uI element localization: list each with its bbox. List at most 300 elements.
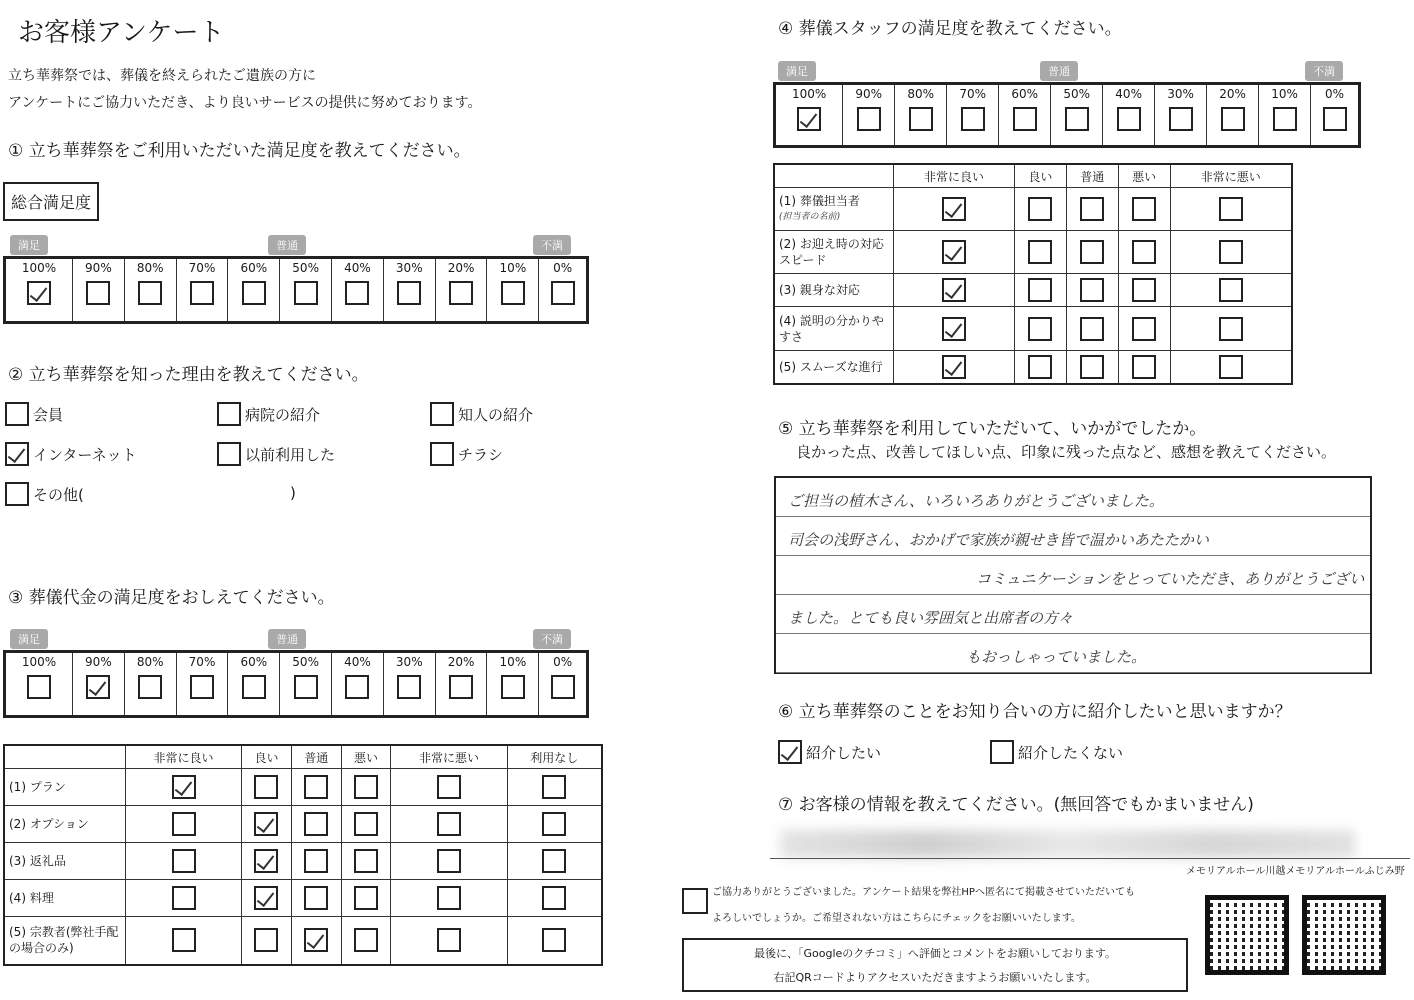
q4-scale-label: 90% [855, 87, 883, 101]
q4-scale-checkbox[interactable] [797, 107, 821, 131]
q3-scale-cell [5, 652, 73, 717]
q4-rating-cell [894, 231, 1015, 274]
q4-column-header: 悪い [1118, 164, 1170, 188]
q4-column-header: 非常に良い [894, 164, 1015, 188]
q3-rating-grid [3, 744, 603, 966]
q3-rating-cell [341, 879, 391, 916]
q3-rating-cell [391, 879, 507, 916]
q3-rating-checkbox[interactable] [172, 886, 196, 910]
q4-rating-checkbox[interactable] [1080, 355, 1104, 379]
q3-scale-cell [228, 652, 280, 717]
q3-heading: ③ 葬儀代金の満足度をおしえてください。 [8, 588, 335, 608]
q2-option-label: 以前利用した [245, 445, 336, 464]
q4-scale-cell [1051, 84, 1103, 147]
grid-corner [4, 745, 126, 769]
comment-text: 司会の浅野さん、おかげで家族が親せき皆で温かいあたたかい [788, 531, 1209, 549]
q4-rating-checkbox[interactable] [1219, 197, 1243, 221]
q4-rating-checkbox[interactable] [1028, 240, 1052, 264]
q4-rating-cell [1066, 350, 1118, 384]
q4-rating-checkbox[interactable] [1028, 197, 1052, 221]
q3-rating-cell [391, 769, 507, 806]
q3-scale-checkbox[interactable] [345, 675, 369, 699]
q3-rating-checkbox[interactable] [304, 812, 328, 836]
q4-scale-label: 10% [1271, 87, 1298, 101]
q3-row-label: (1) プラン [9, 779, 66, 794]
q4-row-label: (5) スムーズな進行 [779, 359, 883, 374]
q1-scale-cell [228, 258, 280, 323]
comment-text: コミュニケーションをとっていただき、ありがとうござい [976, 570, 1365, 588]
q1-scale-cell [176, 258, 228, 323]
q3-rating-checkbox[interactable] [254, 775, 278, 799]
q4-rating-cell [1066, 231, 1118, 274]
hall-names: メモリアルホール川越メモリアルホールふじみ野 [1186, 866, 1405, 877]
q6-no-label: 紹介したくない [1018, 743, 1124, 762]
q5-heading: ⑤ 立ち華葬祭を利用していただいて、いかがでしたか。 [778, 419, 1207, 439]
q4-scale-cell [843, 84, 895, 147]
q4-scale-checkbox[interactable] [909, 107, 933, 131]
consent-line-2: よろしいでしょうか。ご希望されない方はこちらにチェックをお願いいたします。 [712, 913, 1081, 924]
q3-rating-checkbox[interactable] [354, 886, 378, 910]
q3-rating-checkbox[interactable] [437, 775, 461, 799]
q4-scale-checkbox[interactable] [857, 107, 881, 131]
q4-rating-cell [1014, 231, 1066, 274]
q6-heading: ⑥ 立ち華葬祭のことをお知り合いの方に紹介したいと思いますか？ [778, 702, 1292, 722]
q3-rating-checkbox[interactable] [254, 928, 278, 952]
q3-scale-checkbox[interactable] [294, 675, 318, 699]
q3-rating-cell [341, 842, 391, 879]
q3-scale-checkbox[interactable] [397, 675, 421, 699]
q1-scale-label: 10% [499, 261, 527, 275]
q3-rating-cell [341, 916, 391, 965]
q3-column-header: 非常に悪い [391, 745, 507, 769]
q4-rating-checkbox[interactable] [1219, 317, 1243, 341]
q3-rating-checkbox[interactable] [172, 775, 196, 799]
consent-checkbox[interactable] [682, 888, 708, 914]
q4-row-label: (3) 親身な対応 [779, 283, 860, 298]
q4-scale-checkbox[interactable] [961, 107, 985, 131]
q3-rating-checkbox[interactable] [254, 849, 278, 873]
q4-rating-cell [1066, 274, 1118, 307]
q3-scale-checkbox[interactable] [190, 675, 214, 699]
grid-corner [774, 164, 894, 188]
q3-column-header: 普通 [291, 745, 341, 769]
q3-scale-label: 80% [136, 655, 164, 669]
q2-checkbox[interactable] [5, 442, 29, 466]
q4-row-label-cell [774, 350, 894, 384]
q4-rating-cell [1170, 231, 1292, 274]
q3-rating-cell [391, 916, 507, 965]
chip-dissatisfied-q4: 不満 [1305, 61, 1343, 81]
redacted-customer-info [780, 830, 1355, 858]
q3-scale-cell [539, 652, 588, 717]
q2-option[interactable] [5, 402, 63, 426]
q3-scale-label: 10% [499, 655, 527, 669]
table-row [774, 307, 1292, 350]
q3-rating-checkbox[interactable] [542, 775, 566, 799]
q3-rating-checkbox[interactable] [542, 928, 566, 952]
q2-checkbox[interactable] [430, 402, 454, 426]
q6-option-yes[interactable] [778, 740, 881, 764]
q3-scale-label: 20% [447, 655, 475, 669]
q3-row-label: (5) 宗教者(弊社手配の場合のみ) [9, 925, 119, 956]
q4-row-label-cell [774, 188, 894, 231]
q2-checkbox[interactable] [5, 402, 29, 426]
q1-scale-checkbox[interactable] [501, 281, 525, 305]
q4-rating-checkbox[interactable] [1028, 317, 1052, 341]
comment-text: もおっしゃっていました。 [966, 648, 1147, 666]
q4-percent-scale [773, 82, 1361, 148]
q2-heading: ② 立ち華葬祭を知った理由を教えてください。 [8, 365, 369, 385]
q3-rating-cell [341, 805, 391, 842]
comment-text: ました。とても良い雰囲気と出席者の方々 [788, 609, 1074, 627]
q3-scale-checkbox[interactable] [86, 675, 110, 699]
comment-line [776, 517, 1370, 556]
q1-scale-cell [435, 258, 487, 323]
q1-scale-cell [383, 258, 435, 323]
q3-scale-label: 0% [553, 655, 573, 669]
q3-rating-cell [126, 805, 242, 842]
q3-rating-cell [126, 842, 242, 879]
q1-scale-cell [5, 258, 73, 323]
table-row [4, 879, 602, 916]
q3-scale-cell [124, 652, 176, 717]
q4-rating-checkbox[interactable] [942, 197, 966, 221]
q3-scale-label: 40% [344, 655, 371, 669]
q2-checkbox[interactable] [217, 442, 241, 466]
q4-rating-checkbox[interactable] [942, 355, 966, 379]
q4-rating-checkbox[interactable] [1132, 197, 1156, 221]
q4-rating-cell [1066, 188, 1118, 231]
q4-scale-cell [1259, 84, 1311, 147]
q2-option-label: チラシ [458, 445, 504, 464]
q4-rating-cell [1170, 274, 1292, 307]
q3-rating-cell [291, 916, 341, 965]
q3-column-header: 良い [242, 745, 292, 769]
q6-yes-checkbox[interactable] [778, 740, 802, 764]
q4-rating-cell [1014, 188, 1066, 231]
q1-scale-label: 60% [240, 261, 268, 275]
q3-rating-checkbox[interactable] [172, 812, 196, 836]
q2-checkbox[interactable] [217, 402, 241, 426]
q3-rating-checkbox[interactable] [304, 849, 328, 873]
q4-row-label: (4) 説明の分かりやすさ [779, 313, 884, 344]
q1-scale-checkbox[interactable] [294, 281, 318, 305]
q6-option-no[interactable] [990, 740, 1123, 764]
q1-scale-checkbox[interactable] [242, 281, 266, 305]
q4-rating-checkbox[interactable] [1080, 197, 1104, 221]
q3-scale-cell [280, 652, 332, 717]
q3-scale-cell [72, 652, 124, 717]
q3-scale-label: 70% [188, 655, 216, 669]
q4-column-header: 普通 [1066, 164, 1118, 188]
q4-scale-checkbox[interactable] [1273, 107, 1297, 131]
q4-scale-cell [1155, 84, 1207, 147]
q4-rating-checkbox[interactable] [1132, 355, 1156, 379]
q3-row-label-cell [4, 769, 126, 806]
chip-neutral-q4: 普通 [1040, 61, 1078, 81]
q1-scale-label: 100% [21, 261, 57, 275]
chip-satisfied-q4: 満足 [778, 61, 816, 81]
q4-scale-cell [999, 84, 1051, 147]
q4-column-header: 良い [1014, 164, 1066, 188]
q3-rating-checkbox[interactable] [542, 812, 566, 836]
q1-scale-cell [539, 258, 588, 323]
google-review-box [682, 938, 1188, 992]
q1-percent-scale [3, 256, 589, 324]
q4-scale-checkbox[interactable] [1013, 107, 1037, 131]
q3-rating-cell [291, 842, 341, 879]
table-row [774, 231, 1292, 274]
q4-rating-cell [1118, 307, 1170, 350]
q3-rating-cell [126, 769, 242, 806]
q4-rating-cell [1118, 188, 1170, 231]
q4-scale-label: 50% [1063, 87, 1090, 101]
q4-scale-checkbox[interactable] [1169, 107, 1193, 131]
q3-scale-label: 100% [21, 655, 57, 669]
q3-scale-checkbox[interactable] [551, 675, 575, 699]
q2-checkbox[interactable] [5, 482, 29, 506]
q4-rating-cell [1014, 307, 1066, 350]
q1-scale-checkbox[interactable] [86, 281, 110, 305]
q2-option[interactable] [430, 442, 503, 466]
q4-rating-checkbox[interactable] [1132, 240, 1156, 264]
q3-rating-cell [242, 769, 292, 806]
q2-checkbox[interactable] [430, 442, 454, 466]
q1-scale-checkbox[interactable] [397, 281, 421, 305]
q3-scale-checkbox[interactable] [501, 675, 525, 699]
q3-rating-checkbox[interactable] [304, 886, 328, 910]
q1-scale-label: 0% [553, 261, 573, 275]
q4-rating-cell [1014, 350, 1066, 384]
q4-rating-cell [1170, 350, 1292, 384]
q3-rating-checkbox[interactable] [354, 928, 378, 952]
chip-dissatisfied: 不満 [533, 235, 571, 255]
q4-scale-checkbox[interactable] [1221, 107, 1245, 131]
q1-scale-label: 30% [395, 261, 423, 275]
comment-line [776, 556, 1370, 595]
q2-option[interactable] [430, 402, 533, 426]
table-row [774, 350, 1292, 384]
comment-text: ご担当の植木さん、いろいろありがとうございました。 [788, 492, 1164, 510]
q3-rating-checkbox[interactable] [254, 812, 278, 836]
q6-yes-label: 紹介したい [806, 743, 882, 762]
q1-scale-checkbox[interactable] [551, 281, 575, 305]
q2-option[interactable] [5, 482, 84, 506]
q1-scale-checkbox[interactable] [27, 281, 51, 305]
comment-line [776, 634, 1370, 673]
table-row [4, 842, 602, 879]
q4-rating-cell [1170, 307, 1292, 350]
q3-rating-checkbox[interactable] [437, 928, 461, 952]
comment-box[interactable] [774, 476, 1372, 674]
q3-rating-checkbox[interactable] [437, 812, 461, 836]
q4-rating-checkbox[interactable] [942, 278, 966, 302]
q3-scale-label: 50% [292, 655, 319, 669]
q1-scale-label: 40% [344, 261, 371, 275]
q3-rating-cell [242, 842, 292, 879]
q4-scale-cell [775, 84, 843, 147]
q3-rating-checkbox[interactable] [542, 849, 566, 873]
q4-scale-checkbox[interactable] [1323, 107, 1347, 131]
q3-row-label-cell [4, 879, 126, 916]
q3-row-label-cell [4, 842, 126, 879]
q4-rating-checkbox[interactable] [1132, 317, 1156, 341]
q4-rating-cell [1118, 231, 1170, 274]
q4-rating-checkbox[interactable] [1219, 278, 1243, 302]
review-line-1: 最後に、「Googleのクチコミ」へ評価とコメントをお願いしております。 [754, 947, 1116, 960]
q3-rating-cell [242, 916, 292, 965]
q3-rating-checkbox[interactable] [254, 886, 278, 910]
q2-option-label: 会員 [33, 405, 64, 424]
q5-subheading: 良かった点、改善してほしい点、印象に残った点など、感想を教えてください。 [796, 443, 1337, 461]
q2-option-label: 病院の紹介 [245, 405, 321, 424]
q1-scale-checkbox[interactable] [138, 281, 162, 305]
q3-scale-checkbox[interactable] [138, 675, 162, 699]
q3-scale-label: 90% [85, 655, 112, 669]
q3-rating-checkbox[interactable] [172, 928, 196, 952]
q3-rating-cell [507, 879, 602, 916]
q3-rating-cell [291, 879, 341, 916]
table-row [774, 188, 1292, 231]
q1-scale-label: 80% [136, 261, 164, 275]
q2-other-close: ) [290, 484, 296, 502]
q4-rating-cell [894, 274, 1015, 307]
q4-rating-checkbox[interactable] [1219, 355, 1243, 379]
q4-rating-cell [1066, 307, 1118, 350]
q3-rating-cell [507, 916, 602, 965]
q7-heading: ⑦ お客様の情報を教えてください。(無回答でもかまいません) [778, 795, 1254, 815]
q3-rating-cell [341, 769, 391, 806]
q4-rating-cell [894, 307, 1015, 350]
q1-heading: ① 立ち華葬祭をご利用いただいた満足度を教えてください。 [8, 141, 471, 161]
q4-scale-label: 0% [1325, 87, 1345, 101]
q4-rating-cell [894, 188, 1015, 231]
q4-rating-checkbox[interactable] [942, 317, 966, 341]
q4-rating-checkbox[interactable] [1080, 240, 1104, 264]
q1-scale-cell [72, 258, 124, 323]
q4-rating-checkbox[interactable] [1080, 278, 1104, 302]
q1-scale-label: 20% [447, 261, 475, 275]
q3-rating-cell [291, 769, 341, 806]
table-row [774, 274, 1292, 307]
q4-rating-cell [1118, 274, 1170, 307]
info-underline [770, 858, 1410, 859]
chip-neutral-q3: 普通 [268, 629, 306, 649]
q4-scale-cell [947, 84, 999, 147]
q3-rating-checkbox[interactable] [354, 775, 378, 799]
q2-option-label: 知人の紹介 [458, 405, 534, 424]
q4-scale-label: 20% [1219, 87, 1246, 101]
chip-neutral: 普通 [268, 235, 306, 255]
qr-code-icon[interactable] [1205, 895, 1289, 975]
q3-rating-checkbox[interactable] [304, 775, 328, 799]
q6-no-checkbox[interactable] [990, 740, 1014, 764]
q3-rating-cell [242, 879, 292, 916]
q3-rating-checkbox[interactable] [172, 849, 196, 873]
q1-total-label: 総合満足度 [3, 182, 99, 221]
q3-rating-cell [242, 805, 292, 842]
q4-scale-cell [1311, 84, 1360, 147]
consent-line-1: ご協力ありがとうございました。アンケート結果を弊社HPへ匿名にて掲載させていただいても [712, 887, 1135, 898]
q3-rating-checkbox[interactable] [437, 849, 461, 873]
q3-rating-cell [391, 842, 507, 879]
q4-row-label: (1) 葬儀担当者 [779, 194, 860, 209]
q3-scale-cell [487, 652, 539, 717]
q4-rating-checkbox[interactable] [1028, 355, 1052, 379]
q4-row-label: (2) お迎え時の対応スピード [779, 237, 884, 268]
chip-satisfied: 満足 [10, 235, 48, 255]
q3-row-label-cell [4, 916, 126, 965]
q2-option[interactable] [217, 442, 335, 466]
q3-scale-checkbox[interactable] [242, 675, 266, 699]
q3-row-label: (3) 返礼品 [9, 853, 66, 868]
q2-option-label: その他( [33, 485, 84, 504]
page-title: お客様アンケート [18, 18, 225, 48]
q3-rating-cell [507, 842, 602, 879]
table-row [4, 769, 602, 806]
qr-code-icon-2[interactable] [1302, 895, 1386, 975]
q4-rating-cell [1118, 350, 1170, 384]
q3-scale-label: 60% [240, 655, 268, 669]
q3-rating-cell [291, 805, 341, 842]
q4-scale-cell [895, 84, 947, 147]
q3-rating-checkbox[interactable] [354, 812, 378, 836]
q4-scale-cell [1103, 84, 1155, 147]
q3-percent-scale [3, 650, 589, 718]
q2-option[interactable] [217, 402, 320, 426]
q1-scale-checkbox[interactable] [449, 281, 473, 305]
q3-rating-checkbox[interactable] [542, 886, 566, 910]
q4-scale-checkbox[interactable] [1065, 107, 1089, 131]
q2-option[interactable] [5, 442, 137, 466]
q1-scale-checkbox[interactable] [190, 281, 214, 305]
q3-rating-cell [391, 805, 507, 842]
q4-row-label-cell [774, 231, 894, 274]
chip-satisfied-q3: 満足 [10, 629, 48, 649]
q3-scale-cell [176, 652, 228, 717]
q3-rating-checkbox[interactable] [304, 928, 328, 952]
table-row [4, 916, 602, 965]
intro-line-1: 立ち華葬祭では、葬儀を終えられたご遺族の方に [8, 68, 316, 84]
q1-scale-label: 90% [85, 261, 112, 275]
q4-scale-checkbox[interactable] [1117, 107, 1141, 131]
q3-rating-checkbox[interactable] [437, 886, 461, 910]
q3-rating-checkbox[interactable] [354, 849, 378, 873]
consent-text [712, 880, 1135, 932]
q4-scale-label: 30% [1167, 87, 1194, 101]
q3-column-header: 利用なし [507, 745, 602, 769]
q4-rating-checkbox[interactable] [1132, 278, 1156, 302]
q3-scale-checkbox[interactable] [449, 675, 473, 699]
comment-line [776, 478, 1370, 517]
q4-rating-checkbox[interactable] [1219, 240, 1243, 264]
q3-column-header: 非常に良い [126, 745, 242, 769]
q4-rating-checkbox[interactable] [1028, 278, 1052, 302]
q4-scale-label: 80% [907, 87, 935, 101]
q4-rating-checkbox[interactable] [942, 240, 966, 264]
q2-option-label: インターネット [33, 445, 137, 464]
q4-column-header: 非常に悪い [1170, 164, 1292, 188]
q1-scale-cell [124, 258, 176, 323]
q3-rating-cell [507, 769, 602, 806]
q4-row-note: (担当者の名前) [779, 212, 841, 223]
q4-rating-checkbox[interactable] [1080, 317, 1104, 341]
q1-scale-checkbox[interactable] [345, 281, 369, 305]
q3-scale-checkbox[interactable] [27, 675, 51, 699]
q3-row-label: (2) オプション [9, 816, 89, 831]
q4-scale-label: 70% [959, 87, 987, 101]
q3-column-header: 悪い [341, 745, 391, 769]
